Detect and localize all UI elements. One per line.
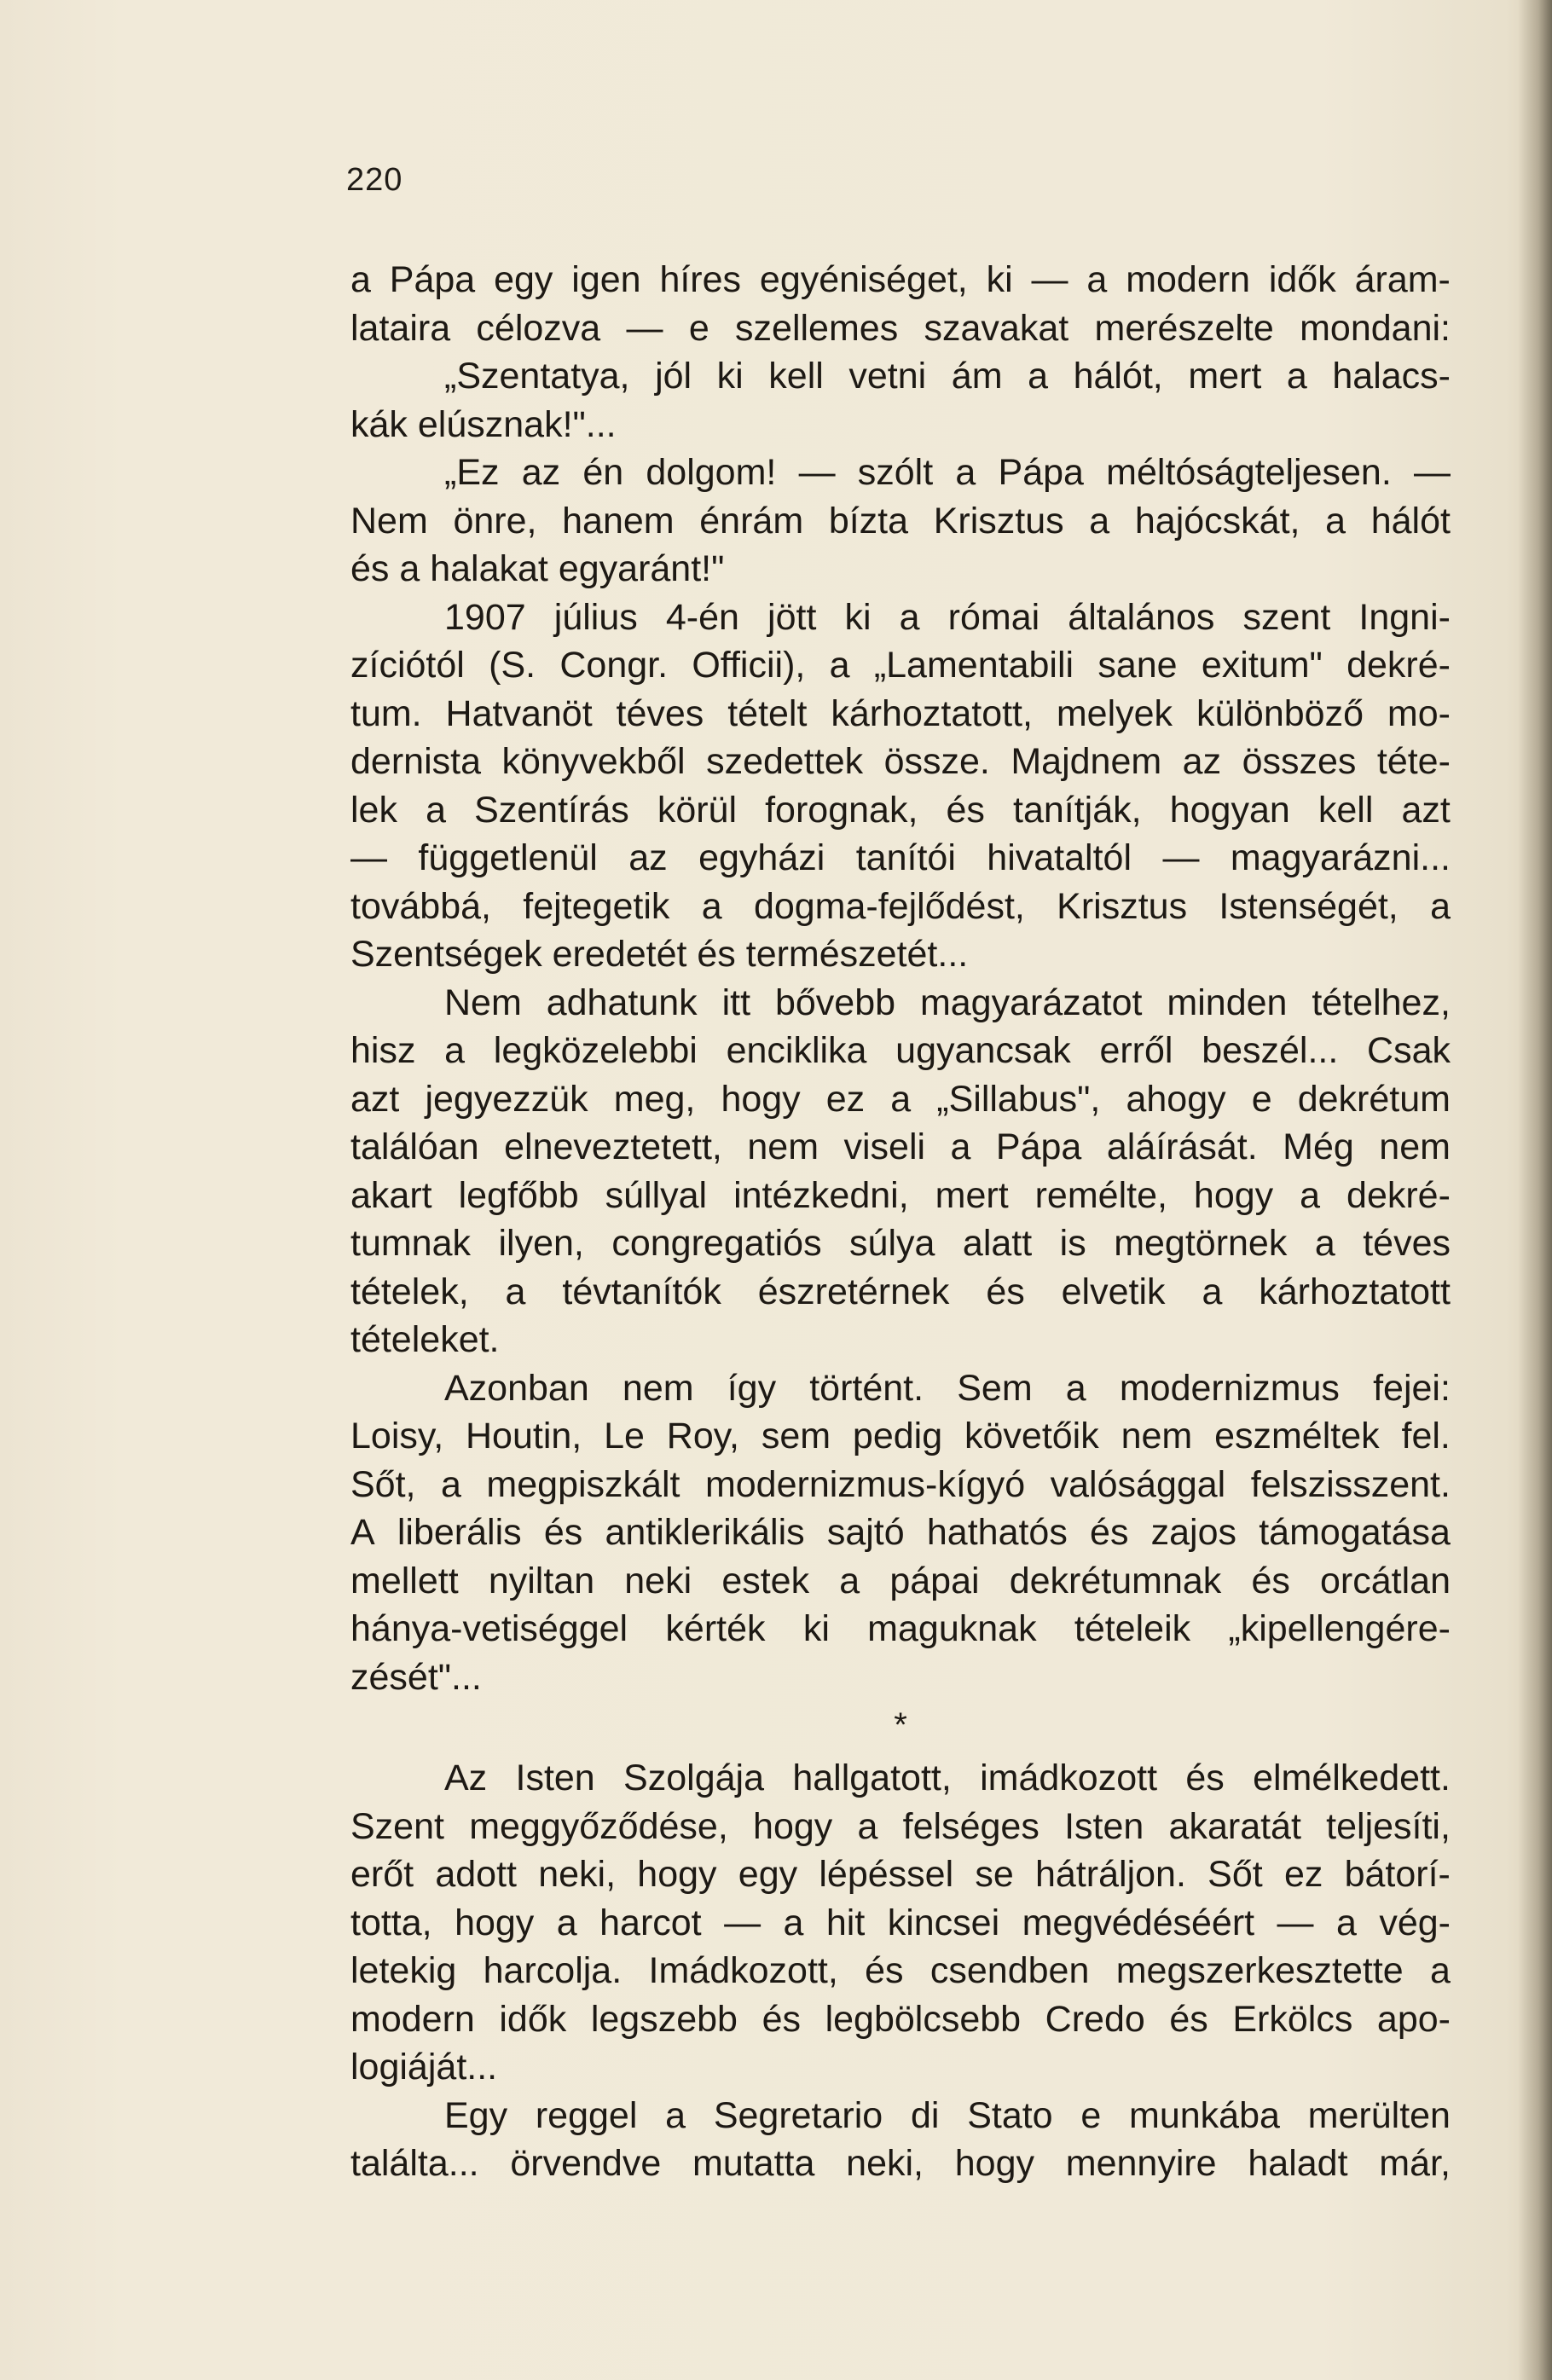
text-line: tum. Hatvanöt téves tételt kárhoztatott, melyek különböző mo- xyxy=(350,692,1451,734)
text-line: — függetlenül az egyházi tanítói hivataltól — magyarázni... xyxy=(350,837,1451,878)
text-line: Az Isten Szolgája hallgatott, imádkozott és elmélkedett. xyxy=(444,1757,1451,1798)
text-line: A liberális és antiklerikális sajtó hathatós és zajos támogatása xyxy=(350,1512,1451,1553)
text-line: lataira célozva — e szellemes szavakat merészelte mondani: xyxy=(350,307,1451,349)
text-line: totta, hogy a harcot — a hit kincsei megvédéséért — a vég- xyxy=(350,1902,1451,1943)
text-line: zíciótól (S. Congr. Officii), a „Lamentabili sane exitum" dekré- xyxy=(350,645,1451,686)
text-line: dernista könyvekből szedettek össze. Majdnem az összes téte- xyxy=(350,741,1451,782)
text-line: a Pápa egy igen híres egyéniséget, ki — a modern idők áram- xyxy=(350,259,1451,300)
page-spine-shadow xyxy=(1518,0,1552,2380)
text-line: lek a Szentírás körül forognak, és tanítják, hogyan kell azt xyxy=(350,789,1451,831)
text-line: logiáját... xyxy=(350,2047,498,2088)
text-line: találóan elneveztetett, nem viseli a Pápa aláírását. Még nem xyxy=(350,1126,1451,1167)
text-line: Azonban nem így történt. Sem a modernizmus fejei: xyxy=(444,1367,1451,1409)
text-line: Loisy, Houtin, Le Roy, sem pedig követőik nem eszméltek fel. xyxy=(350,1416,1451,1456)
text-line: Szent meggyőződése, hogy a felséges Isten akaratát teljesíti, xyxy=(350,1805,1451,1847)
text-line: 1907 július 4-én jött ki a római általános szent Ingni- xyxy=(444,596,1451,638)
body-text xyxy=(350,256,1451,2188)
text-line: kák elúsznak!"... xyxy=(350,403,617,445)
text-line: mellett nyiltan neki estek a pápai dekrétumnak és orcátlan xyxy=(350,1560,1451,1601)
text-line: azt jegyezzük meg, hogy ez a „Sillabus", ahogy e dekrétum xyxy=(350,1078,1451,1120)
text-line: tételek, a tévtanítók észretérnek és elvetik a kárhoztatott xyxy=(350,1271,1451,1312)
text-line: továbbá, fejtegetik a dogma-fejlődést, Krisztus Istenségét, a xyxy=(350,885,1451,927)
text-line: Nem adhatunk itt bővebb magyarázatot minden tételhez, xyxy=(444,982,1451,1023)
text-line: tumnak ilyen, congregatiós súlya alatt is megtörnek a téves xyxy=(350,1223,1451,1264)
text-line: „Ez az én dolgom! — szólt a Pápa méltóságteljesen. — xyxy=(444,452,1451,493)
text-line: hisz a legközelebbi enciklika ugyancsak erről beszél... Csak xyxy=(350,1030,1451,1071)
section-divider-star: * xyxy=(894,1706,907,1744)
text-line: „Szentatya, jól ki kell vetni ám a hálót, mert a halacs- xyxy=(444,356,1451,397)
page-number: 220 xyxy=(346,162,403,198)
text-line: erőt adott neki, hogy egy lépéssel se hátráljon. Sőt ez bátorí- xyxy=(350,1854,1451,1895)
text-line: letekig harcolja. Imádkozott, és csendben megszerkesztette a xyxy=(350,1950,1451,1991)
text-line: tételeket. xyxy=(350,1319,500,1360)
text-line: és a halakat egyaránt!" xyxy=(350,548,725,589)
text-line: Sőt, a megpiszkált modernizmus-kígyó valósággal felszisszent. xyxy=(350,1463,1451,1505)
text-line: zését"... xyxy=(350,1656,482,1698)
text-line: Egy reggel a Segretario di Stato e munkába merülten xyxy=(444,2094,1451,2136)
text-line: Nem önre, hanem énrám bízta Krisztus a hajócskát, a hálót xyxy=(350,500,1451,541)
text-line: találta... örvendve mutatta neki, hogy mennyire haladt már, xyxy=(350,2143,1451,2184)
text-line: hánya-vetiséggel kérték ki maguknak tételeik „kipellengére- xyxy=(350,1608,1451,1649)
text-line: akart legfőbb súllyal intézkedni, mert remélte, hogy a dekré- xyxy=(350,1174,1451,1216)
text-line: modern idők legszebb és legbölcsebb Credo és Erkölcs apo- xyxy=(350,1998,1451,2040)
text-line: Szentségek eredetét és természetét... xyxy=(350,934,969,975)
